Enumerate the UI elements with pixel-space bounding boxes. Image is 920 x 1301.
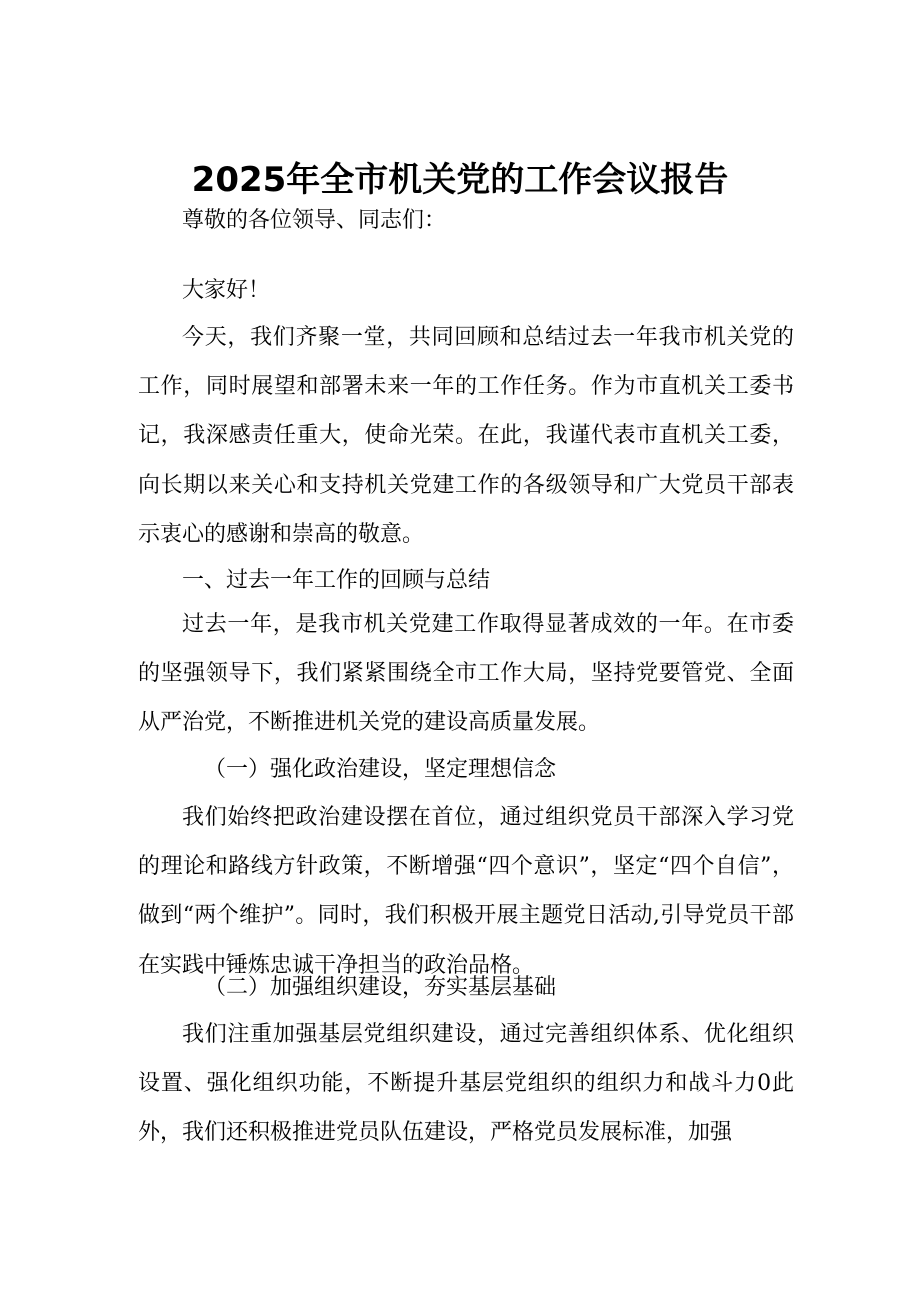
subsection-heading-2: （二）加强组织建设，夯实基层基础	[204, 975, 557, 1000]
salutation-paragraph: 尊敬的各位领导、同志们：	[182, 208, 447, 233]
review-paragraph: 过去一年，是我市机关党建工作取得显著成效的一年。在市委的坚强领导下，我们紧紧围绕全市工作大局，坚持党要管党、全面从严治党，不断推进机关党的建设高质量发展。	[138, 612, 794, 736]
section-heading-1: 一、过去一年工作的回顾与总结	[182, 568, 491, 593]
intro-paragraph: 今天，我们齐聚一堂，共同回顾和总结过去一年我市机关党的工作，同时展望和部署未来一年的工作任务。作为市直机关工委书记，我深感责任重大，使命光荣。在此，我谨代表市直机关工委，向长期以来关心和支持机关党建工作的各级领导和广大党员干部表示衷心的感谢和崇高的敬意。	[138, 325, 794, 547]
document-title: 2025年全市机关党的工作会议报告	[191, 160, 729, 200]
greeting-paragraph: 大家好！	[182, 278, 271, 303]
political-building-paragraph: 我们始终把政治建设摆在首位，通过组织党员干部深入学习党的理论和路线方针政策，不断增强“四个意识”，坚定“四个自信”，做到“两个维护”。同时，我们积极开展主题党日活动,引导党员干部在实践中锤炼忠诚干净担当的政治品格。	[138, 805, 794, 978]
subsection-heading-1: （一）强化政治建设，坚定理想信念	[204, 757, 557, 782]
organization-building-paragraph: 我们注重加强基层党组织建设，通过完善组织体系、优化组织设置、强化组织功能，不断提升基层党组织的组织力和战斗力0此外，我们还积极推进党员队伍建设，严格党员发展标准，加强	[138, 1022, 794, 1146]
